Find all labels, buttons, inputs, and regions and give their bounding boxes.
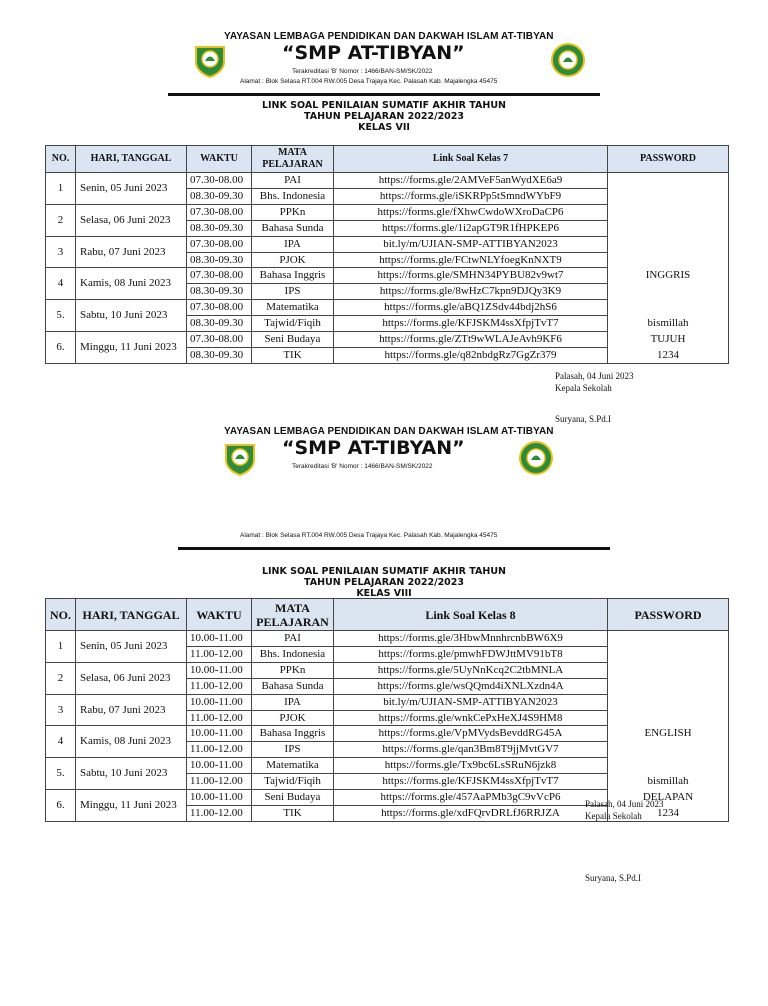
link-cell: https://forms.gle/wsQQmd4iXNLXzdn4A — [334, 678, 608, 694]
subject-cell: Tajwid/Fiqih — [252, 316, 334, 332]
title-line-2: TAHUN PELAJARAN 2022/2023 — [303, 111, 465, 122]
time-cell: 11.00-12.00 — [187, 710, 252, 726]
password-cell — [608, 220, 729, 236]
password-cell: bismillah — [608, 316, 729, 332]
link-cell: https://forms.gle/fXhwCwdoWXroDaCP6 — [334, 204, 608, 220]
title-line-1: LINK SOAL PENILAIAN SUMATIF AKHIR TAHUN — [261, 100, 507, 111]
signature-role: Kepala Sekolah — [585, 811, 642, 821]
subject-cell: Tajwid/Fiqih — [252, 774, 334, 790]
day-number: 1 — [46, 631, 76, 663]
table-row — [46, 662, 729, 678]
password-cell — [608, 631, 729, 647]
time-cell: 07.30-08.00 — [187, 204, 252, 220]
header-time: WAKTU — [187, 599, 252, 631]
signature-name: Suryana, S.Pd.I — [555, 414, 611, 424]
time-cell: 07.30-08.00 — [187, 300, 252, 316]
header-subject-line2: PELAJARAN — [262, 159, 323, 170]
password-cell — [608, 300, 729, 316]
time-cell: 08.30-09.30 — [187, 220, 252, 236]
subject-cell: IPS — [252, 742, 334, 758]
subject-cell: TIK — [252, 347, 334, 363]
day-date: Rabu, 07 Juni 2023 — [76, 694, 187, 726]
subject-cell: PPKn — [252, 662, 334, 678]
subject-cell: IPA — [252, 694, 334, 710]
link-cell: https://forms.gle/SMHN34PYBU82v9wt7 — [334, 268, 608, 284]
time-cell: 08.30-09.30 — [187, 347, 252, 363]
subject-cell: Bhs. Indonesia — [252, 646, 334, 662]
link-cell: https://forms.gle/ZTt9wWLAJeAvh9KF6 — [334, 332, 608, 348]
school-name: “SMP AT-TIBYAN” — [282, 437, 465, 459]
school-emblem-icon — [192, 42, 228, 78]
day-date: Senin, 05 Juni 2023 — [76, 173, 187, 205]
table-body — [46, 631, 729, 822]
password-cell — [608, 646, 729, 662]
table-body — [46, 173, 729, 364]
subject-cell: IPS — [252, 284, 334, 300]
day-number: 5. — [46, 300, 76, 332]
header-time: WAKTU — [187, 146, 252, 173]
password-cell: INGGRIS — [608, 268, 729, 284]
day-number: 6. — [46, 790, 76, 822]
subject-cell: Seni Budaya — [252, 790, 334, 806]
signature-place-date: Palasah, 04 Juni 2023 — [585, 799, 664, 809]
day-number: 3 — [46, 236, 76, 268]
password-cell: 1234 — [608, 347, 729, 363]
foundation-name: YAYASAN LEMBAGA PENDIDIKAN DAN DAKWAH ISLAM AT-TIBYAN — [224, 31, 554, 42]
school-name: “SMP AT-TIBYAN” — [282, 42, 465, 64]
password-cell — [608, 742, 729, 758]
password-cell — [608, 236, 729, 252]
table-header-row — [46, 146, 729, 173]
header-link: Link Soal Kelas 7 — [334, 146, 608, 173]
subject-cell: Seni Budaya — [252, 332, 334, 348]
header-day: HARI, TANGGAL — [76, 146, 187, 173]
password-cell — [608, 252, 729, 268]
subject-cell: TIK — [252, 805, 334, 821]
header-no: NO. — [46, 599, 76, 631]
header-subject — [252, 146, 334, 173]
table-header-row — [46, 599, 729, 631]
accreditation-text: Terakreditasi 'B' Nomor : 1466/BAN-SM/SK/2022 — [292, 463, 433, 470]
subject-cell: Matematika — [252, 758, 334, 774]
day-date: Selasa, 06 Juni 2023 — [76, 204, 187, 236]
day-number: 4 — [46, 268, 76, 300]
link-cell: https://forms.gle/VpMVydsBevddRG45A — [334, 726, 608, 742]
time-cell: 11.00-12.00 — [187, 646, 252, 662]
password-cell — [608, 678, 729, 694]
title-line-3: KELAS VIII — [356, 588, 412, 599]
password-cell: TUJUH — [608, 332, 729, 348]
table-row — [46, 631, 729, 647]
link-cell: https://forms.gle/3HbwMnnhrcnbBW6X9 — [334, 631, 608, 647]
password-cell — [608, 758, 729, 774]
link-cell: https://forms.gle/aBQ1ZSdv44bdj2hS6 — [334, 300, 608, 316]
table-row — [46, 332, 729, 348]
time-cell: 08.30-09.30 — [187, 252, 252, 268]
password-cell: bismillah — [608, 774, 729, 790]
time-cell: 08.30-09.30 — [187, 284, 252, 300]
time-cell: 10.00-11.00 — [187, 726, 252, 742]
header-subject — [252, 599, 334, 631]
link-cell: https://forms.gle/xdFQrvDRLfJ6RRJZA — [334, 805, 608, 821]
table-row — [46, 726, 729, 742]
day-number: 4 — [46, 726, 76, 758]
table-row — [46, 268, 729, 284]
day-date: Rabu, 07 Juni 2023 — [76, 236, 187, 268]
header-no: NO. — [46, 146, 76, 173]
table-row — [46, 173, 729, 189]
subject-cell: PAI — [252, 631, 334, 647]
subject-cell: Bahasa Inggris — [252, 726, 334, 742]
time-cell: 07.30-08.00 — [187, 173, 252, 189]
day-number: 3 — [46, 694, 76, 726]
day-number: 5. — [46, 758, 76, 790]
address-text: Alamat : Blok Selasa RT.004 RW.005 Desa Trajaya Kec. Palasah Kab. Majalengka 45475 — [240, 78, 498, 85]
time-cell: 08.30-09.30 — [187, 188, 252, 204]
password-cell — [608, 173, 729, 189]
subject-cell: IPA — [252, 236, 334, 252]
link-cell: https://forms.gle/iSKRPp5tSmndWYbF9 — [334, 188, 608, 204]
password-cell — [608, 710, 729, 726]
link-cell: https://forms.gle/qan3Bm8T9jjMvtGV7 — [334, 742, 608, 758]
subject-cell: Matematika — [252, 300, 334, 316]
day-date: Senin, 05 Juni 2023 — [76, 631, 187, 663]
header-link: Link Soal Kelas 8 — [334, 599, 608, 631]
signature-role: Kepala Sekolah — [555, 383, 612, 393]
subject-cell: PPKn — [252, 204, 334, 220]
day-number: 1 — [46, 173, 76, 205]
schedule-table-kelas7 — [45, 145, 729, 364]
link-cell: https://forms.gle/8wHzC7kpn9DJQy3K9 — [334, 284, 608, 300]
signature-place-date: Palasah, 04 Juni 2023 — [555, 371, 634, 381]
address-text: Alamat : Blok Selasa RT.004 RW.005 Desa Trajaya Kec. Palasah Kab. Majalengka 45475 — [240, 532, 498, 539]
time-cell: 10.00-11.00 — [187, 758, 252, 774]
time-cell: 10.00-11.00 — [187, 790, 252, 806]
password-cell: ENGLISH — [608, 726, 729, 742]
header-subject-line2: PELAJARAN — [256, 614, 329, 629]
document-title-kelas8 — [234, 566, 534, 599]
time-cell: 08.30-09.30 — [187, 316, 252, 332]
header-password: PASSWORD — [608, 599, 729, 631]
subject-cell: Bhs. Indonesia — [252, 188, 334, 204]
table-row — [46, 236, 729, 252]
schedule-table-kelas8 — [45, 598, 729, 822]
link-cell: https://forms.gle/Tx9bc6LsSRuN6jzk8 — [334, 758, 608, 774]
header-divider — [168, 93, 600, 96]
table-row — [46, 300, 729, 316]
signature-name: Suryana, S.Pd.I — [585, 873, 641, 883]
school-emblem-icon — [550, 42, 586, 78]
day-number: 2 — [46, 204, 76, 236]
link-cell: https://forms.gle/FCtwNLYfoegKnNXT9 — [334, 252, 608, 268]
day-number: 2 — [46, 662, 76, 694]
link-cell: https://forms.gle/KFJSKM4ssXfpjTvT7 — [334, 316, 608, 332]
password-cell: 1234 — [608, 805, 729, 821]
subject-cell: PAI — [252, 173, 334, 189]
password-cell — [608, 662, 729, 678]
foundation-name: YAYASAN LEMBAGA PENDIDIKAN DAN DAKWAH ISLAM AT-TIBYAN — [224, 426, 554, 437]
accreditation-text: Terakreditasi 'B' Nomor : 1466/BAN-SM/SK/2022 — [292, 68, 433, 75]
day-number: 6. — [46, 332, 76, 364]
table-row — [46, 694, 729, 710]
link-cell: https://forms.gle/457AaPMb3gC9vVcP6 — [334, 790, 608, 806]
table-row — [46, 204, 729, 220]
subject-cell: Bahasa Sunda — [252, 678, 334, 694]
password-cell: DELAPAN — [608, 790, 729, 806]
header-password: PASSWORD — [608, 146, 729, 173]
link-cell: bit.ly/m/UJIAN-SMP-ATTIBYAN2023 — [334, 236, 608, 252]
subject-cell: PJOK — [252, 710, 334, 726]
password-cell — [608, 204, 729, 220]
link-cell: bit.ly/m/UJIAN-SMP-ATTIBYAN2023 — [334, 694, 608, 710]
time-cell: 11.00-12.00 — [187, 678, 252, 694]
day-date: Kamis, 08 Juni 2023 — [76, 268, 187, 300]
time-cell: 07.30-08.00 — [187, 332, 252, 348]
day-date: Kamis, 08 Juni 2023 — [76, 726, 187, 758]
link-cell: https://forms.gle/pmwhFDWJttMV91bT8 — [334, 646, 608, 662]
link-cell: https://forms.gle/KFJSKM4ssXfpjTvT7 — [334, 774, 608, 790]
time-cell: 10.00-11.00 — [187, 662, 252, 678]
password-cell — [608, 694, 729, 710]
link-cell: https://forms.gle/1i2apGT9R1fHPKEP6 — [334, 220, 608, 236]
header-subject-line1: MATA — [275, 600, 310, 615]
time-cell: 11.00-12.00 — [187, 805, 252, 821]
password-cell — [608, 284, 729, 300]
password-cell — [608, 188, 729, 204]
header-subject-line1: MATA — [277, 147, 308, 158]
subject-cell: PJOK — [252, 252, 334, 268]
title-line-2: TAHUN PELAJARAN 2022/2023 — [303, 577, 465, 588]
header-divider — [178, 547, 610, 550]
day-date: Selasa, 06 Juni 2023 — [76, 662, 187, 694]
school-emblem-icon — [222, 440, 258, 476]
link-cell: https://forms.gle/2AMVeF5anWydXE6a9 — [334, 173, 608, 189]
day-date: Minggu, 11 Juni 2023 — [76, 332, 187, 364]
link-cell: https://forms.gle/5UyNnKcq2C2tbMNLA — [334, 662, 608, 678]
header-day: HARI, TANGGAL — [76, 599, 187, 631]
title-line-1: LINK SOAL PENILAIAN SUMATIF AKHIR TAHUN — [261, 566, 507, 577]
day-date: Sabtu, 10 Juni 2023 — [76, 300, 187, 332]
school-emblem-icon — [518, 440, 554, 476]
subject-cell: Bahasa Inggris — [252, 268, 334, 284]
time-cell: 10.00-11.00 — [187, 694, 252, 710]
day-date: Minggu, 11 Juni 2023 — [76, 790, 187, 822]
signature-block-kelas7 — [555, 370, 634, 394]
time-cell: 11.00-12.00 — [187, 774, 252, 790]
link-cell: https://forms.gle/q82nbdgRz7GgZr379 — [334, 347, 608, 363]
time-cell: 11.00-12.00 — [187, 742, 252, 758]
signature-block-kelas8 — [585, 798, 664, 822]
time-cell: 10.00-11.00 — [187, 631, 252, 647]
title-line-3: KELAS VII — [358, 122, 410, 133]
subject-cell: Bahasa Sunda — [252, 220, 334, 236]
time-cell: 07.30-08.00 — [187, 268, 252, 284]
link-cell: https://forms.gle/wnkCePxHeXJ4S9HM8 — [334, 710, 608, 726]
table-row — [46, 758, 729, 774]
time-cell: 07.30-08.00 — [187, 236, 252, 252]
day-date: Sabtu, 10 Juni 2023 — [76, 758, 187, 790]
document-title-kelas7 — [234, 100, 534, 133]
